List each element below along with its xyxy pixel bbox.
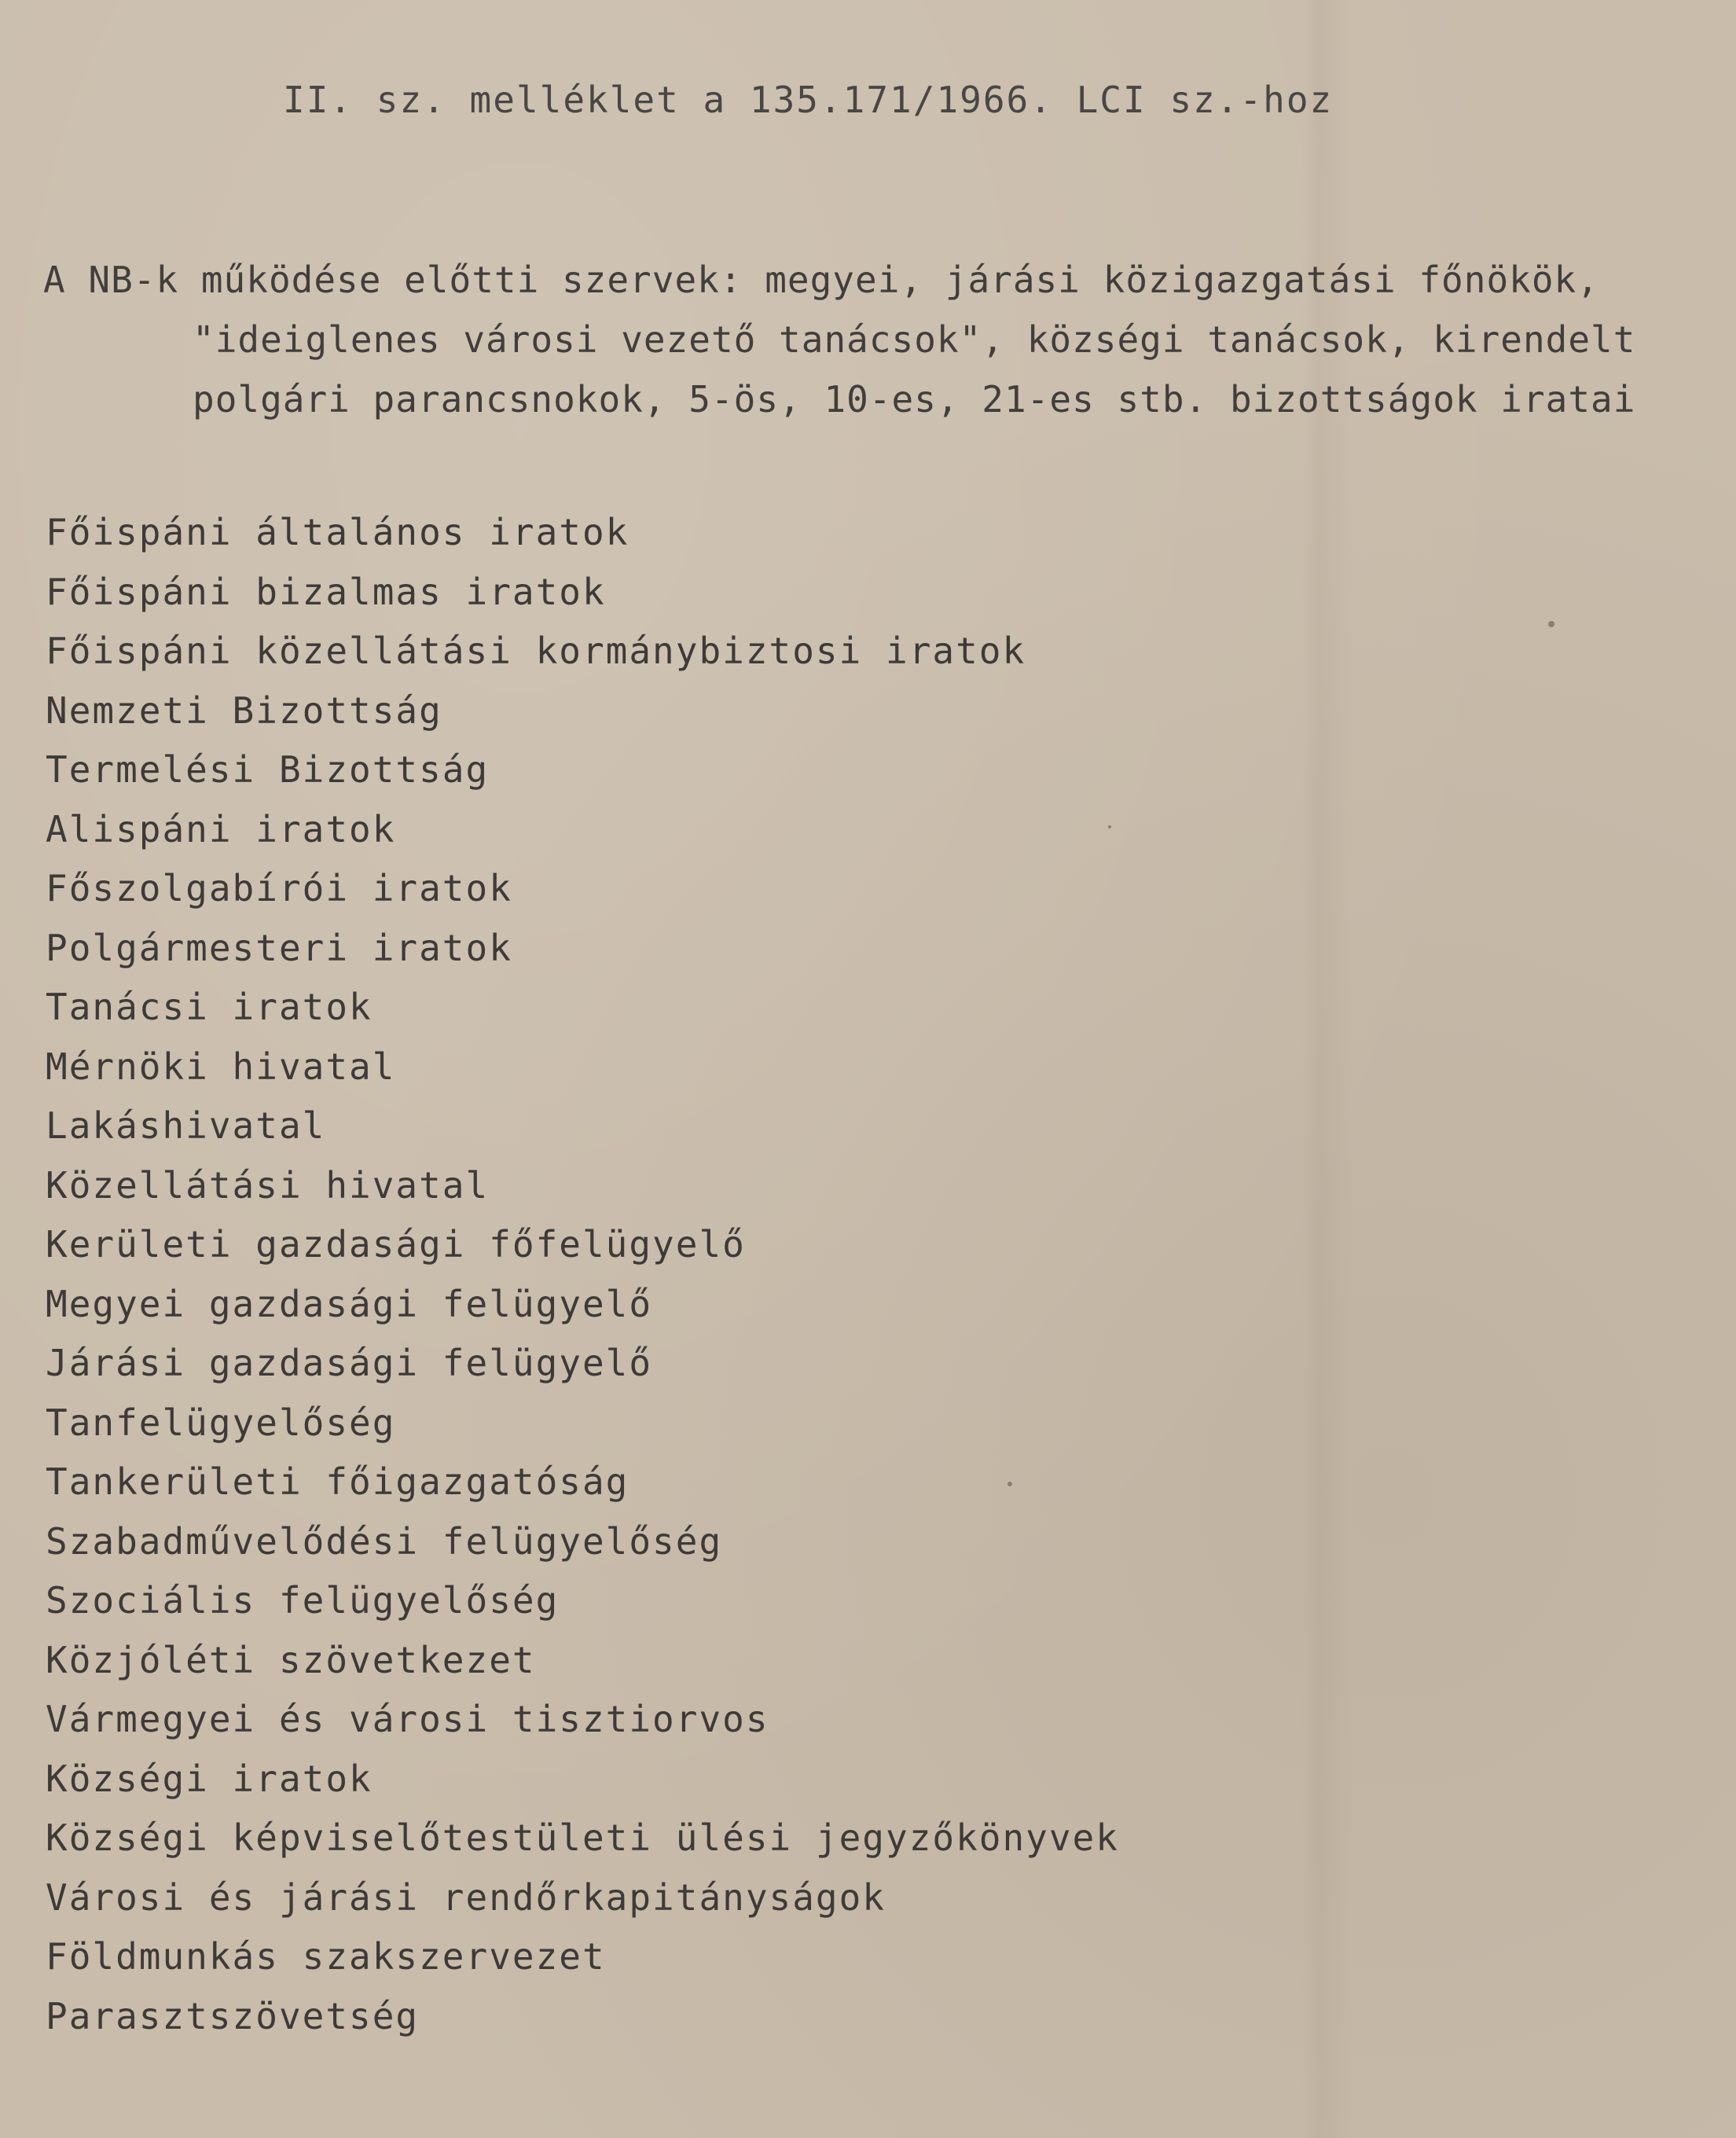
list-item: Közjóléti szövetkezet: [46, 1638, 536, 1681]
list-item: Vármegyei és városi tisztiorvos: [46, 1698, 769, 1740]
list-item: Kerületi gazdasági főfelügyelő: [46, 1223, 746, 1266]
list-item: Városi és járási rendőrkapitányságok: [46, 1875, 886, 1919]
list-item: Termelési Bizottság: [46, 748, 490, 791]
list-item: Parasztszövetség: [46, 1994, 420, 2037]
list-item: Földmunkás szakszervezet: [46, 1935, 606, 1978]
list-item: Főispáni általános iratok: [46, 511, 629, 553]
list-item: Nemzeti Bizottság: [46, 689, 442, 732]
list-item: Tankerületi főigazgatóság: [46, 1460, 629, 1503]
list-item: Polgármesteri iratok: [46, 926, 512, 969]
list-item: Tanácsi iratok: [46, 986, 373, 1028]
list-item: Mérnöki hivatal: [46, 1045, 396, 1088]
list-item: Szociális felügyelőség: [46, 1579, 560, 1622]
list-item: Járási gazdasági felügyelő: [46, 1342, 653, 1384]
intro-paragraph: A NB-k működése előtti szervek: megyei, járási közigazgatási főnökök, "ideiglenes városi vezető tanácsok", községi tanácsok, kirendelt polgári parancsnokok, 5-ös, 10-es, 21-es stb. bizottságok iratai: [43, 259, 1636, 421]
list-item: Közellátási hivatal: [46, 1163, 490, 1207]
records-list: [46, 503, 1119, 2046]
list-item: Tanfelügyelőség: [46, 1401, 396, 1444]
list-item: Községi iratok: [46, 1757, 373, 1800]
list-item: Megyei gazdasági felügyelő: [46, 1282, 653, 1325]
document-header: II. sz. melléklet a 135.171/1966. LCI sz.-hoz: [283, 79, 1334, 121]
list-item: Főispáni közellátási kormánybiztosi iratok: [46, 630, 1026, 672]
list-item: Községi képviselőtestületi ülési jegyzőkönyvek: [46, 1817, 1119, 1859]
list-item: Főispáni bizalmas iratok: [46, 570, 606, 613]
list-item: Főszolgabírói iratok: [46, 867, 512, 909]
paper-speck: [1007, 1482, 1012, 1486]
paper-speck: [1548, 621, 1554, 627]
list-item: Alispáni iratok: [46, 807, 396, 850]
paper-speck: [1108, 825, 1111, 828]
list-item: Szabadművelődési felügyelőség: [46, 1519, 723, 1563]
list-item: Lakáshivatal: [46, 1104, 326, 1147]
